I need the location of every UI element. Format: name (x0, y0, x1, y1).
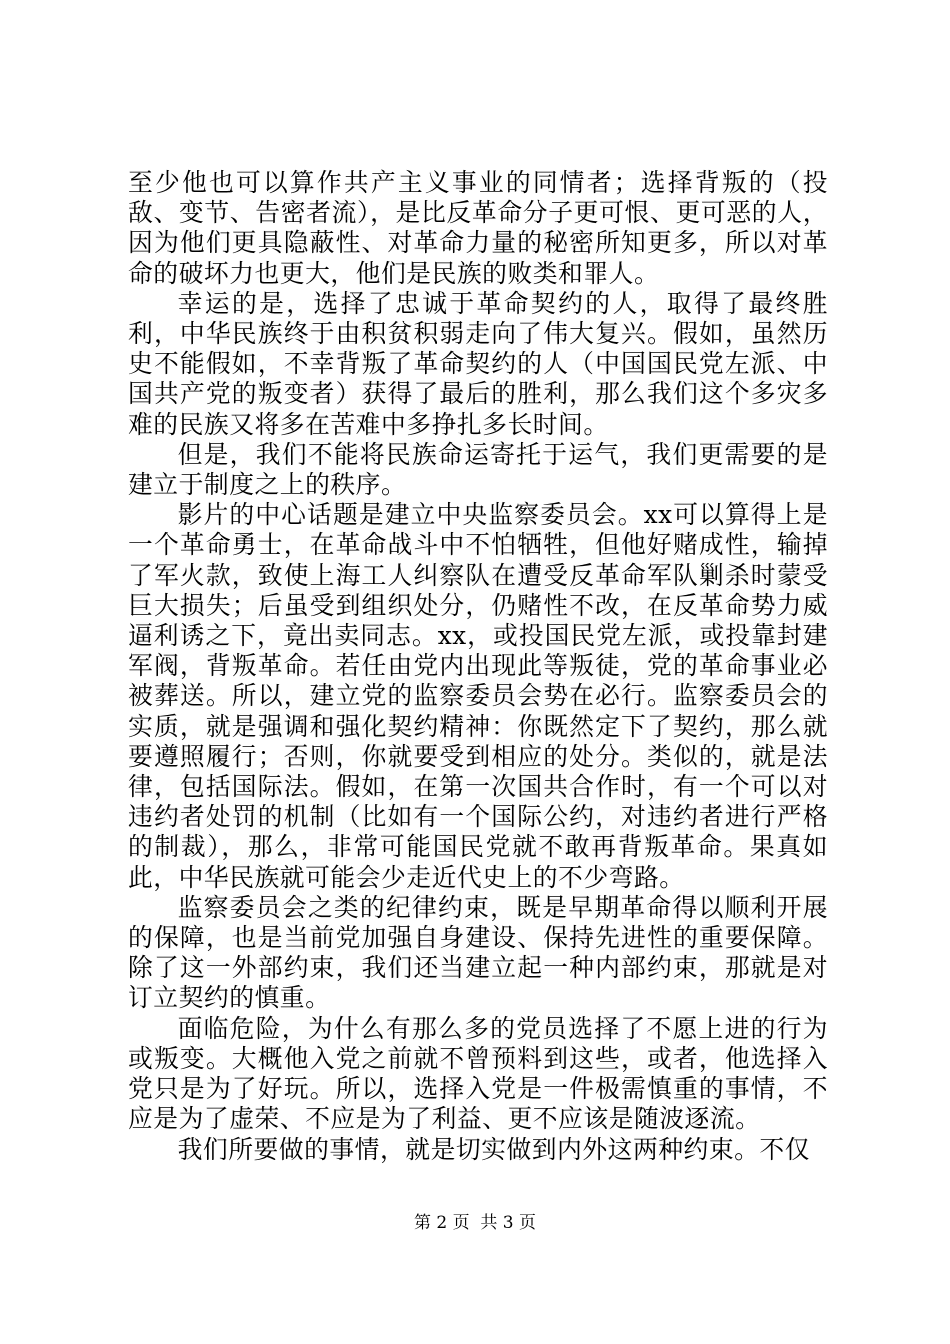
page-number-footer: 第 2 页 共 3 页 (413, 1213, 537, 1233)
document-body (128, 168, 828, 1165)
paragraph-continued: 至少他也可以算作共产主义事业的同情者；选择背叛的（投敌、变节、告密者流），是比反革命分子更可恨、更可恶的人，因为他们更具隐蔽性、对革命力量的秘密所知更多，所以对革命的破坏力也更大，他们是民族的败类和罪人。 (128, 168, 828, 288)
paragraph: 面临危险，为什么有那么多的党员选择了不愿上进的行为或叛变。大概他入党之前就不曾预料到这些，或者，他选择入党只是为了好玩。所以，选择入党是一件极需慎重的事情，不应是为了虚荣、不应是为了利益、更不应该是随波逐流。 (128, 1013, 828, 1134)
paragraph: 监察委员会之类的纪律约束，既是早期革命得以顺利开展的保障，也是当前党加强自身建设、保持先进性的重要保障。除了这一外部约束，我们还当建立起一种内部约束，那就是对订立契约的慎重。 (128, 892, 828, 1013)
paragraph: 但是，我们不能将民族命运寄托于运气，我们更需要的是建立于制度之上的秩序。 (128, 439, 828, 500)
paragraph: 影片的中心话题是建立中央监察委员会。xx可以算得上是一个革命勇士，在革命战斗中不怕牺牲，但他好赌成性，输掉了军火款，致使上海工人纠察队在遭受反革命军队剿杀时蒙受巨大损失；后虽受到组织处分，仍赌性不改，在反革命势力威逼利诱之下，竟出卖同志。xx，或投国民党左派，或投靠封建军阀，背叛革命。若任由党内出现此等叛徒，党的革命事业必被葬送。所以，建立党的监察委员会势在必行。监察委员会的实质，就是强调和强化契约精神：你既然定下了契约，那么就要遵照履行；否则，你就要受到相应的处分。类似的，就是法律，包括国际法。假如，在第一次国共合作时，有一个可以对违约者处罚的机制（比如有一个国际公约，对违约者进行严格的制裁），那么，非常可能国民党就不敢再背叛革命。果真如此，中华民族就可能会少走近代史上的不少弯路。 (128, 500, 828, 892)
paragraph-last: 我们所要做的事情，就是切实做到内外这两种约束。不仅 (177, 1134, 811, 1164)
paragraph: 幸运的是，选择了忠诚于革命契约的人，取得了最终胜利，中华民族终于由积贫积弱走向了伟大复兴。假如，虽然历史不能假如，不幸背叛了革命契约的人（中国国民党左派、中国共产党的叛变者）获得了最后的胜利，那么我们这个多灾多难的民族又将多在苦难中多挣扎多长时间。 (128, 288, 828, 439)
